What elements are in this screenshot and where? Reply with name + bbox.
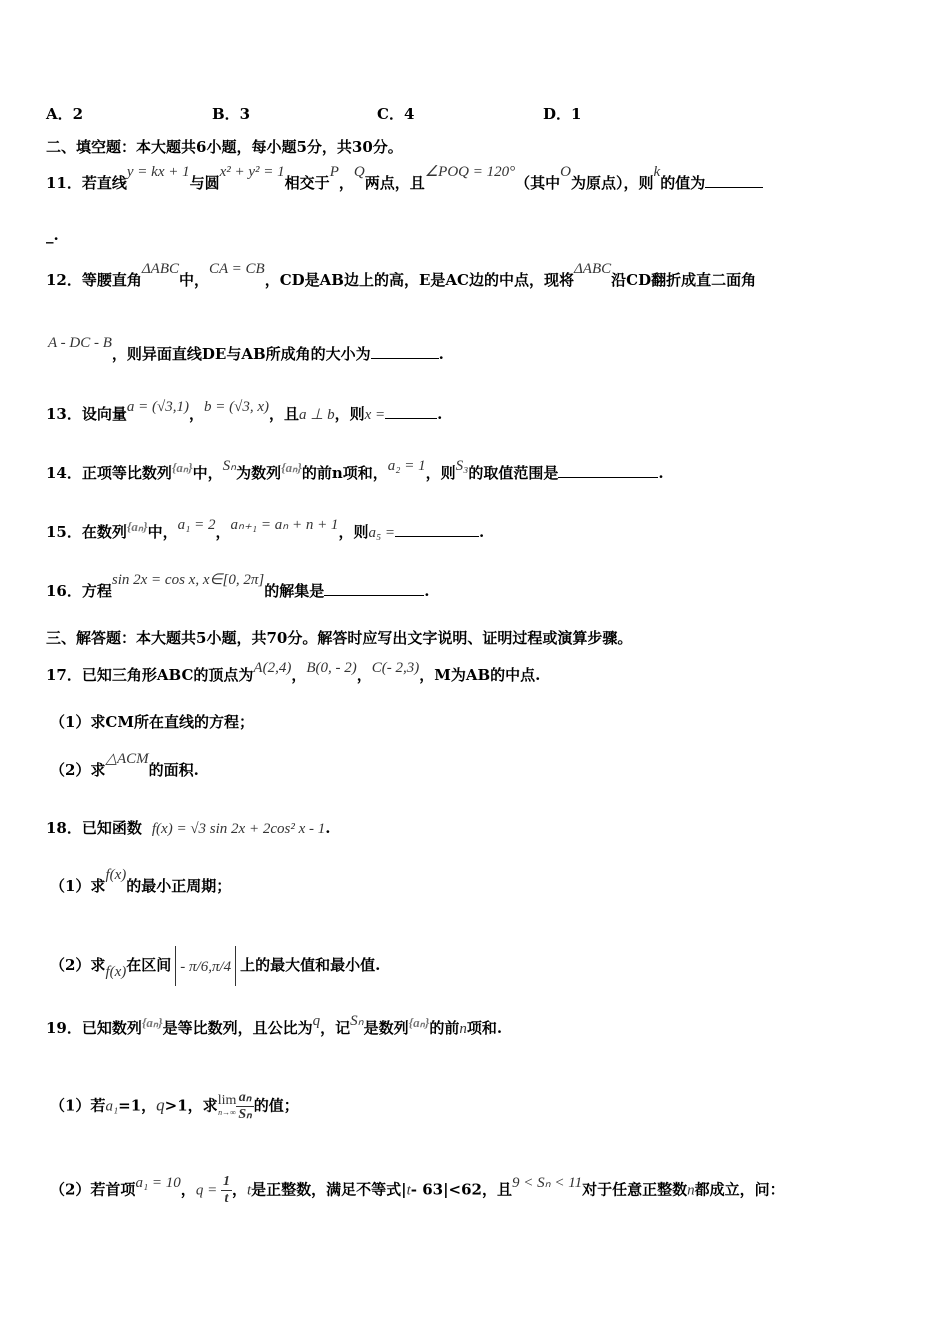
- q19-text: 的前: [429, 1019, 460, 1037]
- q11-line-eq: y = kx + 1: [126, 164, 190, 180]
- q11-text: 的值为: [660, 174, 706, 192]
- q17-text: 的面积.: [148, 761, 199, 779]
- q13-text: ，则: [334, 405, 365, 423]
- q14-text: 的取值范围是: [468, 464, 559, 482]
- q13-perpendicular: a ⊥ b: [299, 407, 335, 423]
- q19-q: q: [156, 1095, 165, 1115]
- q14-text: 中，: [192, 464, 223, 482]
- q17-point-b: B(0, - 2): [306, 660, 357, 676]
- q18-interval: - π/6,π/4: [175, 946, 236, 986]
- q16-equation: sin 2x = cos x, x∈[0, 2π]: [111, 572, 265, 588]
- q14-sequence: {aₙ}: [171, 460, 193, 475]
- q14-text: 的前n项和，: [301, 464, 388, 482]
- q18-text: 上的最大值和最小值.: [240, 956, 381, 974]
- q17-point-a: A(2,4): [253, 660, 292, 676]
- q18-fx: f(x): [105, 964, 127, 980]
- q11-label: 11．若直线: [46, 174, 127, 192]
- option-d: D．1: [543, 105, 582, 123]
- answer-blank: [324, 581, 424, 596]
- q19-n: n: [459, 1021, 467, 1037]
- q14-s3: S₃: [455, 458, 469, 474]
- q12-text: 中，: [179, 271, 210, 289]
- q12-dihedral: A - DC - B: [48, 335, 112, 351]
- option-b: B．3: [212, 105, 251, 123]
- q17-text: ，: [356, 666, 372, 684]
- q15-sequence: {aₙ}: [126, 519, 148, 534]
- q15-text: .: [479, 523, 485, 541]
- q19-frac-den: Sₙ: [238, 1107, 252, 1122]
- q19-a1: a₁: [105, 1098, 119, 1115]
- q13-vector-b: b = (√3, x): [204, 399, 270, 415]
- q11-point-q: Q: [353, 164, 365, 180]
- q19-n: n: [687, 1182, 695, 1199]
- q12-text: ，CD是AB边上的高，E是AC边的中点，现将: [264, 271, 574, 289]
- q11-point-p: P: [329, 164, 339, 180]
- q15-text: 中，: [147, 523, 178, 541]
- q19-text: - 63|<62，且: [410, 1180, 512, 1199]
- q16-text: .: [424, 582, 430, 600]
- q19-text: 都成立，问：: [694, 1180, 785, 1199]
- q15-a5: a₅ =: [368, 525, 396, 541]
- q12-triangle: ΔABC: [141, 261, 180, 277]
- q18-function: f(x) = √3 sin 2x + 2cos² x - 1: [151, 821, 326, 837]
- q19-t: t: [406, 1182, 411, 1199]
- question-12-line2: [46, 335, 444, 365]
- q18-part-2: [50, 946, 380, 986]
- q19-q-fraction: [221, 1174, 232, 1207]
- q12-triangle: ΔABC: [574, 261, 612, 277]
- option-c: C．4: [377, 105, 415, 123]
- q17-triangle: △ACM: [105, 751, 149, 767]
- q13-x: x =: [364, 407, 386, 423]
- q17-part-2: [50, 751, 199, 781]
- q14-text: .: [658, 464, 664, 482]
- section-2-heading: 二、填空题：本大题共6小题，每小题5分，共30分。: [46, 138, 403, 156]
- q19-text: （1）若: [50, 1096, 106, 1115]
- q18-text: （1）求: [50, 877, 106, 895]
- q11-text: ，: [338, 174, 354, 192]
- q19-sequence: {aₙ}: [408, 1015, 430, 1030]
- q19-text: 项和.: [466, 1019, 503, 1037]
- q19-part-1: [50, 1090, 299, 1123]
- q19-lim-sub: n→∞: [218, 1107, 236, 1117]
- q14-text: ，则: [425, 464, 456, 482]
- q14-a2: a₂ = 1: [387, 458, 426, 474]
- q14-text: 为数列: [236, 464, 282, 482]
- q13-text: ，: [188, 405, 204, 423]
- question-15: [46, 517, 485, 543]
- answer-blank: [371, 344, 439, 359]
- q11-text: （其中: [515, 174, 561, 192]
- q19-text: 是数列: [363, 1019, 409, 1037]
- section-3-heading: 三、解答题：本大题共5小题，共70分。解答时应写出文字说明、证明过程或演算步骤。: [46, 629, 633, 647]
- q11-text: 相交于: [284, 174, 330, 192]
- q19-sum-bounds: 9 < Sₙ < 11: [512, 1174, 583, 1191]
- q11-text: 与圆: [189, 174, 220, 192]
- q18-text: 的最小正周期；: [126, 877, 232, 895]
- q19-text: ，: [180, 1180, 196, 1199]
- q18-text: 在区间: [126, 956, 172, 974]
- q11-text: 为原点），则: [571, 174, 654, 192]
- q14-label: 14．正项等比数列: [46, 464, 172, 482]
- q19-limit: [217, 1092, 237, 1119]
- q19-ratio-fraction: [236, 1090, 253, 1123]
- q11-continuation: _.: [46, 226, 59, 244]
- q13-vector-a: a = (√3,1): [126, 399, 189, 415]
- q12-text: ，则异面直线DE与AB所成角的大小为: [111, 345, 371, 363]
- answer-blank: [395, 522, 479, 537]
- question-12: [46, 261, 757, 291]
- q19-q-num: 1: [222, 1174, 230, 1189]
- q15-text: ，则: [338, 523, 369, 541]
- q13-text: .: [437, 405, 443, 423]
- q17-text: ，M为AB的中点.: [419, 666, 541, 684]
- q19-text: ，记: [320, 1019, 351, 1037]
- q11-text: 两点，且: [364, 174, 425, 192]
- q19-text: ，: [231, 1180, 247, 1199]
- q19-ratio: q: [312, 1013, 321, 1029]
- q17-label: 17．已知三角形ABC的顶点为: [46, 666, 254, 684]
- q19-frac-num: aₙ: [236, 1090, 253, 1107]
- q18-text: （2）求: [50, 956, 106, 974]
- q17-part-1: （1）求CM所在直线的方程；: [50, 713, 254, 731]
- q17-text: ，: [291, 666, 307, 684]
- q11-k: k: [653, 164, 661, 180]
- q19-text: （2）若首项: [50, 1180, 136, 1199]
- q15-recurrence: aₙ₊₁ = aₙ + n + 1: [230, 517, 339, 533]
- answer-blank: [705, 173, 763, 188]
- q12-text: 沿CD翻折成直二面角: [611, 271, 757, 289]
- q19-text: >1，求: [164, 1096, 218, 1115]
- q19-part-2: [50, 1174, 785, 1207]
- q12-text: .: [438, 345, 444, 363]
- question-13: [46, 399, 443, 425]
- q19-t: t: [246, 1182, 252, 1199]
- q16-label: 16．方程: [46, 582, 112, 600]
- q18-part-1: [50, 867, 232, 897]
- q11-origin: O: [560, 164, 571, 180]
- question-17: [46, 660, 541, 686]
- q11-angle: ∠POQ = 120°: [424, 164, 516, 180]
- q19-lim-word: lim: [217, 1092, 237, 1108]
- q19-q-den: t: [224, 1191, 229, 1206]
- question-11: [46, 164, 763, 194]
- q19-label: 19．已知数列: [46, 1019, 142, 1037]
- q14-sequence: {aₙ}: [281, 460, 302, 475]
- q14-sum: Sₙ: [222, 458, 237, 474]
- question-14: [46, 458, 664, 484]
- q19-text: 是正整数，满足不等式|: [251, 1180, 407, 1199]
- q16-text: 的解集是: [264, 582, 325, 600]
- question-16: [46, 572, 430, 602]
- q19-text: 是等比数列，且公比为: [162, 1019, 313, 1037]
- q17-text: （2）求: [50, 761, 106, 779]
- q18-fx: f(x): [105, 867, 127, 883]
- q12-label: 12．等腰直角: [46, 271, 142, 289]
- q19-text: 的值；: [253, 1096, 299, 1115]
- answer-blank: [385, 404, 437, 419]
- q18-label: 18．已知函数: [46, 819, 142, 837]
- q13-text: ，且: [269, 405, 300, 423]
- q13-label: 13．设向量: [46, 405, 127, 423]
- q15-text: ，: [215, 523, 231, 541]
- q19-first-term: a₁ = 10: [135, 1174, 181, 1191]
- q15-label: 15．在数列: [46, 523, 127, 541]
- q19-q-eq: q =: [195, 1182, 221, 1199]
- q19-sum: Sₙ: [350, 1013, 364, 1029]
- question-18: [46, 818, 330, 839]
- q19-sequence: {aₙ}: [141, 1015, 163, 1030]
- q17-point-c: C(- 2,3): [371, 660, 420, 676]
- q11-circle-eq: x² + y² = 1: [219, 164, 285, 180]
- question-19: [46, 1013, 503, 1039]
- option-a: A．2: [46, 105, 84, 123]
- q18-text: .: [325, 819, 331, 837]
- q12-equal-sides: CA = CB: [209, 261, 265, 277]
- q19-text: =1，: [118, 1096, 157, 1115]
- q15-a1: a₁ = 2: [177, 517, 216, 533]
- q19-text: 对于任意正整数: [582, 1180, 688, 1199]
- q18-interval-left: - π/6: [180, 959, 209, 975]
- answer-blank: [558, 463, 658, 478]
- q18-interval-right: π/4: [211, 959, 232, 975]
